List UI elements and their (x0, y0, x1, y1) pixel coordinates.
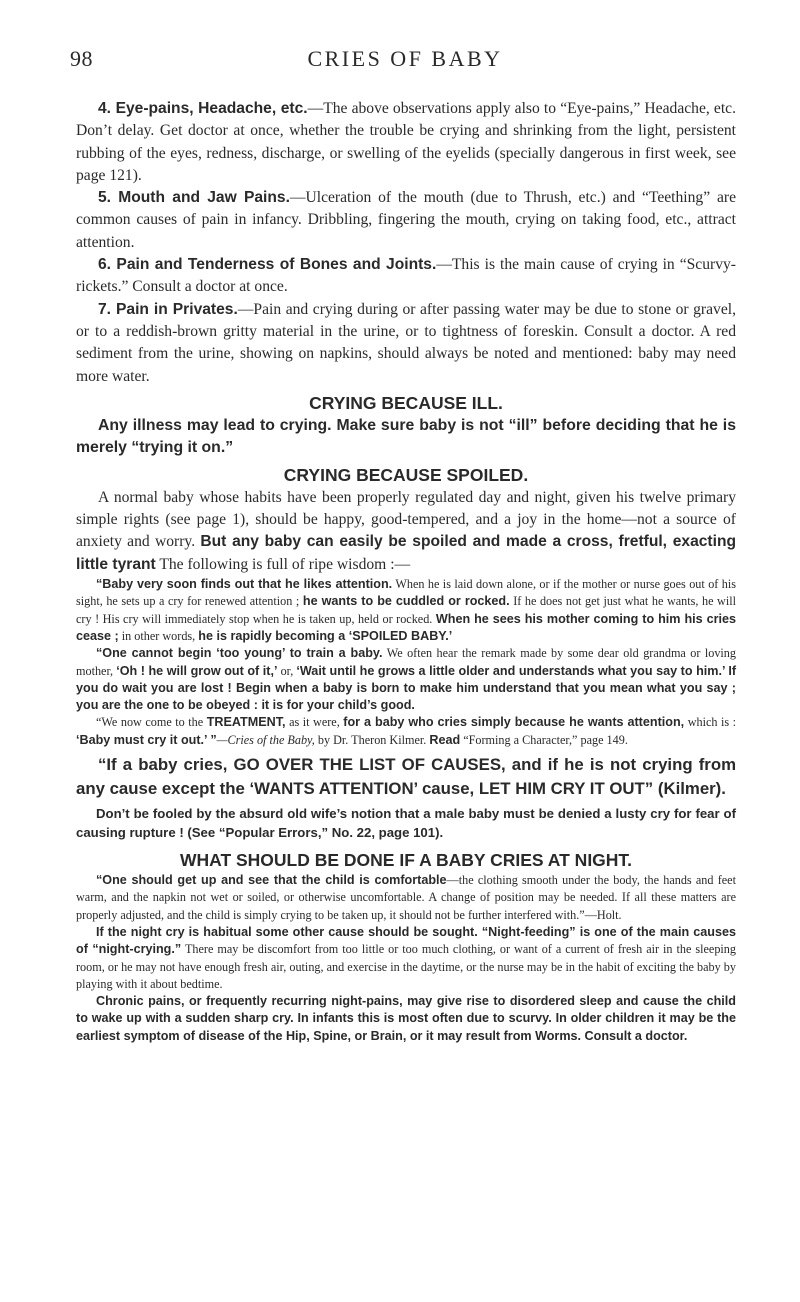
page-number: 98 (70, 46, 93, 71)
section-text: —The above observations apply also to “Eye-pains,” Headache, etc. Don’t delay. Get doctor at once, whether the trouble be crying and shrinking from the light, persistent rubbing of the eyes, redness, discharge, or swelling of the eyelids (specially dangerous in first week, see page 121). (76, 100, 736, 184)
quote-text: which is : (687, 715, 737, 730)
running-title: CRIES OF BABY (307, 46, 503, 71)
section-text: —Ulceration of the mouth (due to Thrush, etc.) and “Teething” are common causes of pain in infancy. Dribbling, fingering the mouth, crying on taking food, etc., attract attention. (76, 189, 736, 251)
quote-bold: TREATMENT, (206, 715, 286, 730)
kilmer-rule: “If a baby cries, GO OVER THE LIST OF CAUSES, and if he is not crying from any cause except the ‘WANTS ATTENTION’ cause, LET HIM CRY IT OUT” (Kilmer). (76, 755, 736, 798)
night-chronic-pains (76, 993, 736, 1045)
section-text: —Pain and crying during or after passing water may be due to stone or gravel, or to a reddish-brown gritty material in the urine, or to tightness of foreskin. Consult a doctor. A red sediment from the urine, showing on napkins, should always be noted and mentioned: baby may need more water. (76, 300, 736, 385)
quote-text: or, (280, 663, 294, 678)
quote-text: “We now come to the (96, 715, 204, 730)
rupture-warning: Don’t be fooled by the absurd old wife’s notion that a male baby must be denied a lusty cry for fear of causing rupture ! (See “Popular Errors,” No. 22, page 101). (76, 806, 736, 840)
quote-text: —the clothing smooth under the body, the hands and feet warm, and the napkin not wet or soiled, or otherwise uncomfortable. A change of position may be needed. If all these matters are properly adjusted, and the child is simply crying to be taken up, it should not be further interfered with.”—Holt. (76, 873, 736, 922)
section-heading: 7. Pain in Privates. (98, 300, 238, 318)
section-bones-joints (76, 254, 736, 299)
quote-bold: ‘Oh ! he will grow out of it,’ (116, 663, 278, 678)
quote-bold: “One cannot begin ‘too young’ to train a baby. (96, 646, 383, 661)
ill-statement: Any illness may lead to crying. Make sure baby is not “ill” before deciding that he is merely “trying it on.” (76, 416, 736, 457)
quote-text: as it were, (289, 715, 340, 730)
quote-text: When he is laid down alone, or if the mother or nurse goes out of his sight, he sets up a cry for renewed attention ; (76, 577, 737, 609)
quote-bold: “One should get up and see that the child is comfortable (96, 873, 447, 888)
section-text: —This is the main cause of crying in “Scurvy-rickets.” Consult a doctor at once. (76, 256, 736, 296)
night-text: There may be discomfort from too little or too much clothing, or want of a current of fresh air in the sleeping room, or he may not have enough fresh air, outing, and exercise in the daytime, or the nurse may be in the habit of exciting the baby by playing with it about bedtime. (76, 942, 736, 991)
section-heading: 4. Eye-pains, Headache, etc. (98, 100, 308, 117)
section-mouth-jaw-pains (76, 187, 736, 254)
quote-bold: ‘Wait until he grows a little older and understands what you say to him.’ If you do wait you are lost ! Begin when a baby is born to make him understand that you mean what you say ; you are the one to be obeyed : it is for your child’s good. (76, 663, 737, 713)
spoiled-after: The following is full of ripe wisdom :— (159, 555, 411, 573)
quote-citation: —Cries of the Baby, (216, 732, 315, 747)
night-bold: If the night cry is habitual some other cause should be sought. “Night-feeding” is one of the main causes of “night-crying.” (76, 924, 736, 957)
night-habitual (76, 924, 736, 993)
page-header (70, 46, 740, 80)
night-bold: Chronic pains, or frequently recurring night-pains, may give rise to disordered sleep and cause the child to wake up with a sudden sharp cry. In infants this is most often due to scurvy. In older children it may be the earliest symptom of disease of the Hip, Spine, or Brain, or it may result from Worms. Consult a doctor. (76, 994, 736, 1043)
heading-night-crying: WHAT SHOULD BE DONE IF A BABY CRIES AT NIGHT. (179, 850, 633, 871)
section-heading: 6. Pain and Tenderness of Bones and Joints. (98, 256, 437, 274)
heading-crying-spoiled: CRYING BECAUSE SPOILED. (283, 464, 529, 485)
quote-bold: ‘Baby must cry it out.’ ” (76, 732, 217, 747)
quote-bold: he wants to be cuddled or rocked. (302, 594, 510, 609)
section-privates (76, 299, 736, 388)
section-eye-pains (76, 98, 736, 187)
quote-text: “Forming a Character,” page 149. (463, 732, 628, 747)
quote-text: by Dr. Theron Kilmer. (317, 732, 427, 747)
section-heading: 5. Mouth and Jaw Pains. (98, 189, 290, 207)
quote-attention (76, 576, 736, 645)
spoiled-bold: But any baby can easily be spoiled and made a cross, fretful, exacting little tyrant (76, 533, 736, 573)
quote-bold: “Baby very soon finds out that he likes attention. (96, 577, 393, 592)
night-holt-quote (76, 872, 736, 924)
quote-text: We often hear the remark made by some dear old grandma or loving mother, (76, 646, 736, 678)
heading-crying-ill: CRYING BECAUSE ILL. (309, 392, 503, 413)
page-body (76, 98, 736, 1045)
quote-bold: Read (429, 732, 461, 747)
quote-bold: for a baby who cries simply because he wants attention, (343, 715, 685, 730)
quote-bold: he is rapidly becoming a ‘SPOILED BABY.’ (198, 628, 453, 643)
quote-text: in other words, (121, 628, 196, 643)
spoiled-text: A normal baby whose habits have been properly regulated day and night, given his twelve primary simple rights (see page 1), should be happy, good-tempered, and a joy in the home—not a source of anxiety and worry. (76, 488, 736, 551)
spoiled-paragraph (76, 487, 736, 576)
quote-treatment (76, 714, 736, 749)
quote-text: If he does not get just what he wants, he will cry ! His cry will immediately stop when he is taken up, held or rocked. (76, 594, 737, 626)
quote-bold: When he sees his mother coming to him his cries cease ; (76, 611, 737, 643)
quote-train-young (76, 645, 736, 714)
